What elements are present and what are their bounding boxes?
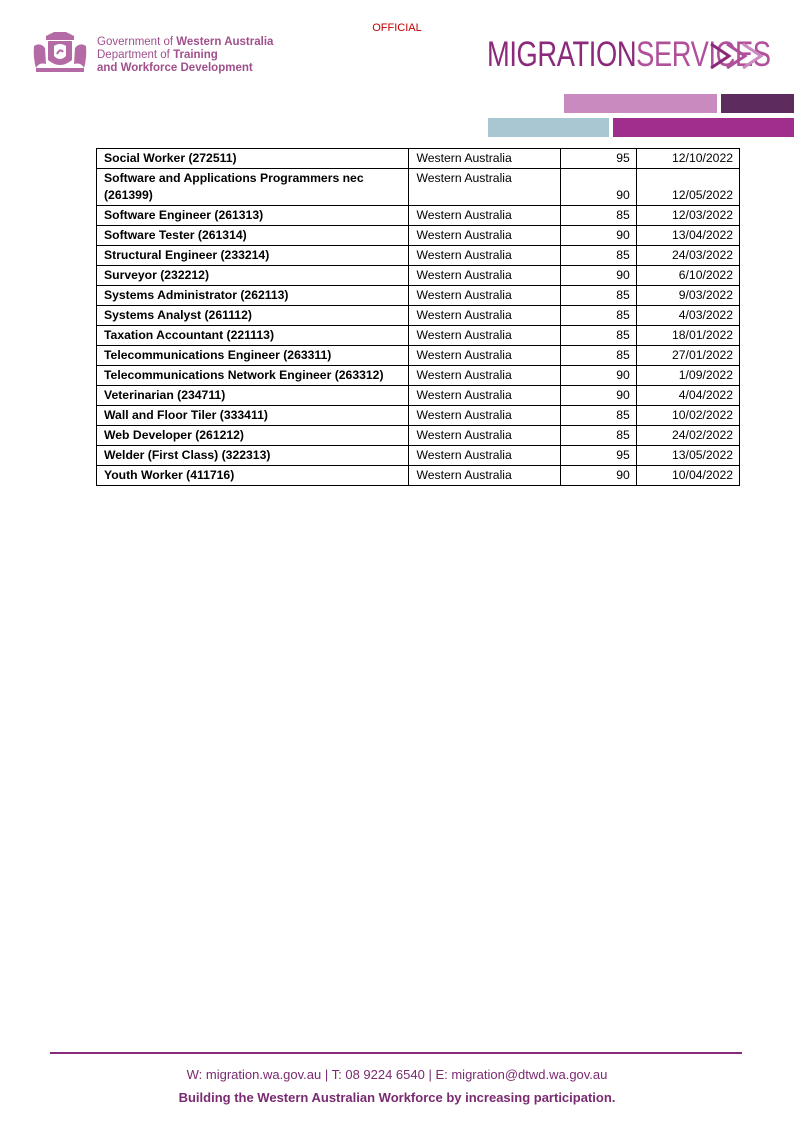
occupation-cell: Software and Applications Programmers nec (261399): [97, 169, 409, 206]
date-cell: 9/03/2022: [636, 286, 739, 306]
gov-line2-bold: Training: [173, 49, 218, 61]
occupation-cell: Systems Administrator (262113): [97, 286, 409, 306]
state-cell: Western Australia: [409, 266, 560, 286]
date-cell: 12/03/2022: [636, 206, 739, 226]
footer-divider: [50, 1052, 742, 1054]
date-cell: 12/10/2022: [636, 149, 739, 169]
decor-bar-light-purple: [564, 94, 717, 113]
state-cell: Western Australia: [409, 246, 560, 266]
state-cell: Western Australia: [409, 206, 560, 226]
state-cell: Western Australia: [409, 466, 560, 486]
table-row: [97, 426, 740, 446]
table-row: [97, 366, 740, 386]
points-cell: 95: [560, 149, 636, 169]
date-cell: 1/09/2022: [636, 366, 739, 386]
date-cell: 18/01/2022: [636, 326, 739, 346]
date-cell: 24/02/2022: [636, 426, 739, 446]
ms-part2: SERVICES: [636, 35, 771, 74]
points-cell: 85: [560, 326, 636, 346]
decor-bar-magenta: [613, 118, 794, 137]
occupation-cell: Web Developer (261212): [97, 426, 409, 446]
state-cell: Western Australia: [409, 366, 560, 386]
table-row: [97, 466, 740, 486]
points-cell: 90: [560, 169, 636, 206]
points-cell: 90: [560, 386, 636, 406]
occupation-cell: Wall and Floor Tiler (333411): [97, 406, 409, 426]
points-cell: 95: [560, 446, 636, 466]
table-row: [97, 286, 740, 306]
occupation-table-body: [97, 149, 740, 486]
table-row: [97, 169, 740, 206]
points-cell: 85: [560, 346, 636, 366]
gov-line1-bold: Western Australia: [176, 36, 274, 48]
table-row: [97, 266, 740, 286]
table-row: [97, 306, 740, 326]
date-cell: 13/04/2022: [636, 226, 739, 246]
points-cell: 85: [560, 426, 636, 446]
table-row: [97, 346, 740, 366]
points-cell: 90: [560, 266, 636, 286]
table-row: [97, 226, 740, 246]
date-cell: 10/02/2022: [636, 406, 739, 426]
decor-bar-blue-grey: [488, 118, 609, 137]
occupation-cell: Systems Analyst (261112): [97, 306, 409, 326]
date-cell: 4/03/2022: [636, 306, 739, 326]
date-cell: 13/05/2022: [636, 446, 739, 466]
gov-line3: and Workforce Development: [97, 62, 253, 74]
occupation-cell: Telecommunications Engineer (263311): [97, 346, 409, 366]
occupation-cell: Social Worker (272511): [97, 149, 409, 169]
table-row: [97, 386, 740, 406]
date-cell: 10/04/2022: [636, 466, 739, 486]
occupation-table: [96, 148, 740, 486]
state-cell: Western Australia: [409, 169, 560, 206]
occupation-cell: Software Tester (261314): [97, 226, 409, 246]
table-row: [97, 326, 740, 346]
occupation-cell: Taxation Accountant (221113): [97, 326, 409, 346]
state-cell: Western Australia: [409, 149, 560, 169]
occupation-cell: Telecommunications Network Engineer (263312): [97, 366, 409, 386]
gov-line2-prefix: Department of: [97, 49, 174, 61]
points-cell: 85: [560, 306, 636, 326]
chevron-arrows-icon: [709, 41, 767, 71]
government-logo: [30, 30, 300, 78]
gov-line1-prefix: Government of: [97, 36, 177, 48]
state-cell: Western Australia: [409, 286, 560, 306]
state-cell: Western Australia: [409, 386, 560, 406]
date-cell: 6/10/2022: [636, 266, 739, 286]
occupation-cell: Structural Engineer (233214): [97, 246, 409, 266]
occupation-cell: Surveyor (232212): [97, 266, 409, 286]
date-cell: 27/01/2022: [636, 346, 739, 366]
date-cell: 4/04/2022: [636, 386, 739, 406]
department-name: [97, 36, 273, 75]
points-cell: 85: [560, 286, 636, 306]
state-cell: Western Australia: [409, 346, 560, 366]
migration-services-logo: [487, 34, 771, 78]
points-cell: 85: [560, 206, 636, 226]
state-cell: Western Australia: [409, 426, 560, 446]
table-row: [97, 246, 740, 266]
classification-label: OFFICIAL: [372, 22, 422, 34]
points-cell: 90: [560, 466, 636, 486]
table-row: [97, 149, 740, 169]
footer-contact: W: migration.wa.gov.au | T: 08 9224 6540 | E: migration@dtwd.wa.gov.au: [186, 1067, 608, 1082]
state-cell: Western Australia: [409, 446, 560, 466]
ms-part1: MIGRATION: [487, 35, 637, 74]
state-cell: Western Australia: [409, 226, 560, 246]
occupation-cell: Welder (First Class) (322313): [97, 446, 409, 466]
points-cell: 85: [560, 406, 636, 426]
date-cell: 12/05/2022: [636, 169, 739, 206]
state-cell: Western Australia: [409, 326, 560, 346]
date-cell: 24/03/2022: [636, 246, 739, 266]
state-cell: Western Australia: [409, 406, 560, 426]
table-row: [97, 206, 740, 226]
points-cell: 90: [560, 226, 636, 246]
decor-bar-plum: [721, 94, 794, 113]
state-cell: Western Australia: [409, 306, 560, 326]
footer-tagline: Building the Western Australian Workforce by increasing participation.: [178, 1090, 616, 1105]
occupation-cell: Youth Worker (411716): [97, 466, 409, 486]
points-cell: 90: [560, 366, 636, 386]
table-row: [97, 446, 740, 466]
occupation-cell: Software Engineer (261313): [97, 206, 409, 226]
wa-crest-icon: [30, 30, 90, 76]
points-cell: 85: [560, 246, 636, 266]
occupation-cell: Veterinarian (234711): [97, 386, 409, 406]
table-row: [97, 406, 740, 426]
